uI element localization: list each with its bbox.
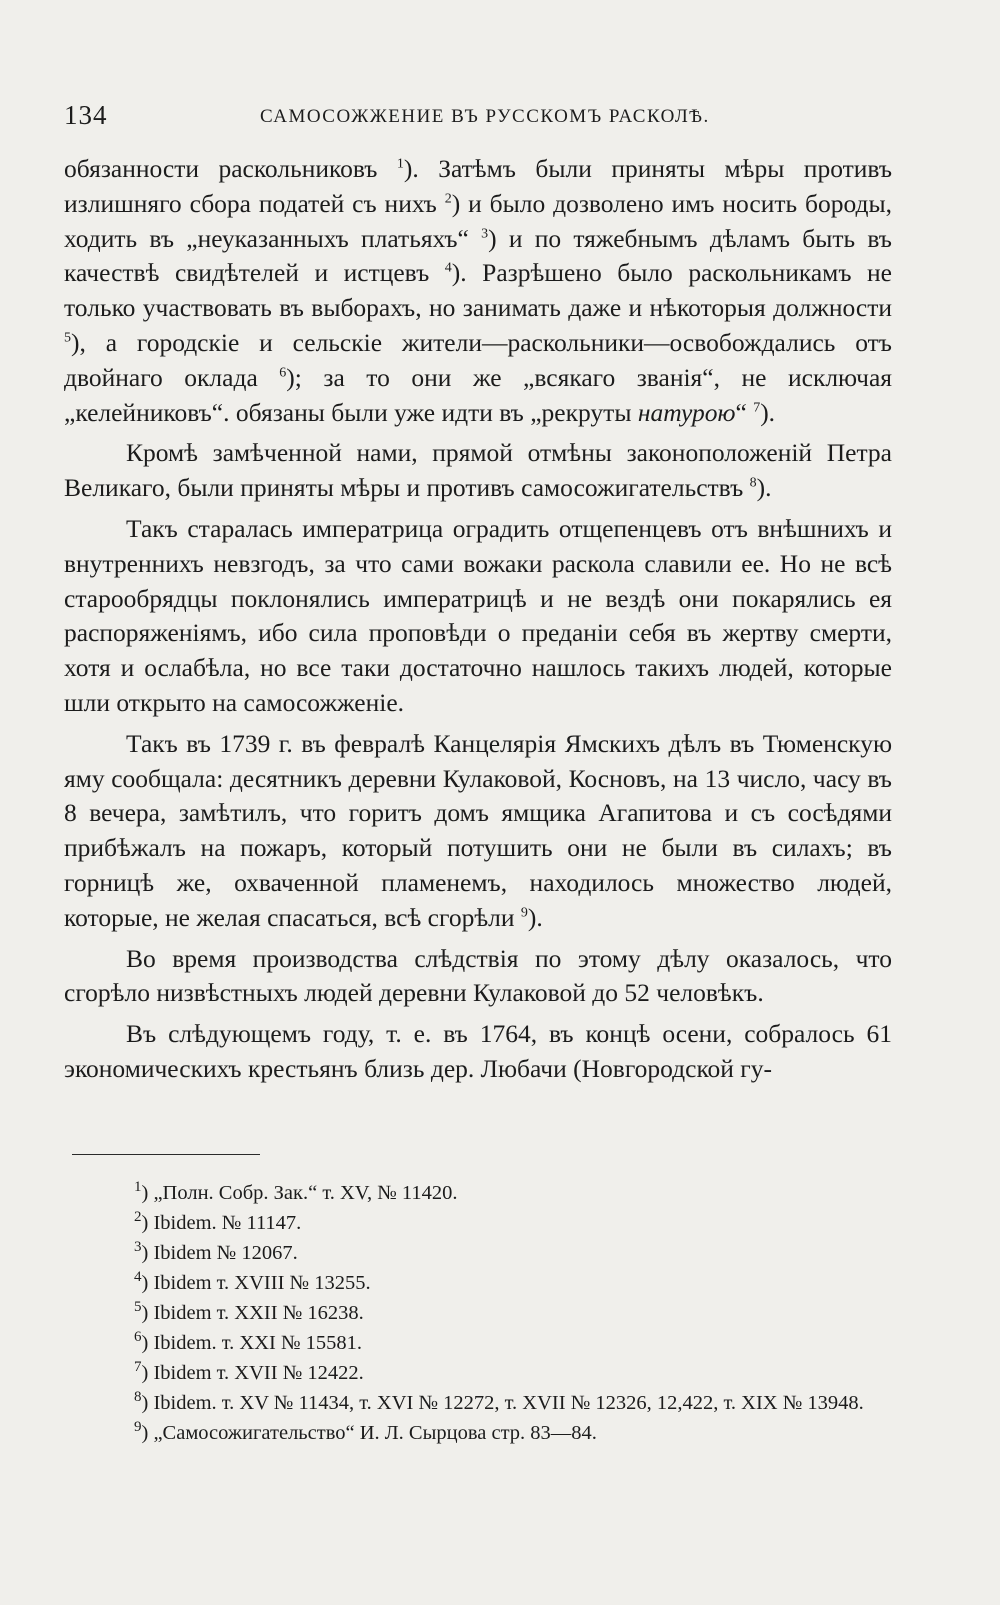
footnote-mark: 5 — [134, 1299, 142, 1316]
text-run: ). — [527, 902, 543, 932]
footnote-mark: 6 — [134, 1329, 142, 1346]
paragraph — [64, 152, 892, 430]
page-header — [64, 100, 892, 140]
footnote-mark: 7 — [134, 1359, 142, 1376]
body-text — [64, 152, 892, 1087]
footnote-ref: 5 — [64, 330, 71, 346]
footnote-ref: 2 — [444, 191, 452, 207]
footnote-ref: 3 — [481, 226, 489, 242]
text-run: “ — [735, 397, 754, 427]
text-run: ). — [756, 473, 772, 503]
text-run: ) и по тяжебнымъ дѣламъ быть въ качествѣ свидѣтелей и истцевъ — [64, 223, 892, 288]
footnote — [72, 1358, 908, 1388]
text-run: ). — [760, 397, 776, 427]
text-run: ), а городскіе и сельскіе жители—раскольники—освобождались отъ двойнаго оклада — [64, 327, 892, 392]
footnote-ref: 8 — [749, 475, 757, 491]
text-run: ); за то они же „всякаго званія“, не исключая „келейниковъ“. обязаны были уже идти въ „рекруты — [64, 362, 893, 427]
footnote-text: ) Ibidem т. XVIII № 13255. — [141, 1272, 371, 1294]
text-run: ). Разрѣшено было раскольникамъ не только участвовать въ выборахъ, но занимать даже и нѣкоторыя должности — [64, 258, 892, 323]
text-run: Въ слѣдующемъ году, т. е. въ 1764, въ концѣ осени, собралось 61 экономическихъ крестьянъ близь дер. Любачи (Новгородской гу- — [64, 1019, 892, 1083]
footnote-text: ) „Полн. Собр. Зак.“ т. XV, № 11420. — [141, 1182, 458, 1204]
footnotes — [72, 1178, 908, 1448]
text-run: Такъ въ 1739 г. въ февралѣ Канцелярія Ямскихъ дѣлъ въ Тюменскую яму сообщала: десятникъ деревни Кулаковой, Косновъ, на 13 число, часу въ 8 вечера, замѣтилъ, что горитъ домъ ямщика Агапитова и съ сосѣдями прибѣжалъ на пожаръ, который потушить они не были въ силахъ; въ горницѣ же, охваченной пламенемъ, находилось множество людей, которые, не желая спасаться, всѣ сгорѣли — [64, 728, 892, 932]
text-run: Такъ старалась императрица оградить отщепенцевъ отъ внѣшнихъ и внутреннихъ невзгодъ, за что сами вожаки раскола славили ее. Но не всѣ старообрядцы поклонялись императрицѣ и не вездѣ они покарялись ея распоряженіямъ, ибо сила проповѣди о преданіи себя въ жертву смерти, хотя и ослабѣла, но все таки достаточно нашлось такихъ людей, которые шли открыто на самосожженіе. — [64, 513, 892, 717]
footnote-text: ) Ibidem № 12067. — [141, 1242, 298, 1264]
text-run: ). Затѣмъ были приняты мѣры противъ излишняго сбора податей съ нихъ — [64, 154, 892, 218]
footnote — [72, 1238, 908, 1268]
footnote — [72, 1328, 908, 1358]
footnote — [72, 1388, 908, 1418]
italic-text: натурою — [637, 397, 736, 427]
footnote — [72, 1268, 908, 1298]
paragraph — [64, 1017, 892, 1087]
footnote-mark: 3 — [134, 1239, 142, 1256]
paragraph — [64, 942, 892, 1012]
footnote-ref: 6 — [279, 365, 287, 381]
text-run: Кромѣ замѣченной нами, прямой отмѣны законоположеній Петра Великаго, были приняты мѣры и противъ самосожигательствъ — [64, 438, 892, 503]
paragraph — [64, 512, 892, 721]
page-number: 134 — [64, 100, 108, 130]
footnote-text: ) Ibidem. т. XV № 11434, т. XVI № 12272, т. XVII № 12326, 12,422, т. XIX № 13948. — [141, 1392, 864, 1414]
text-run: обязанности раскольниковъ — [64, 154, 397, 183]
footnote — [72, 1208, 908, 1238]
footnote — [72, 1418, 908, 1448]
footnote-text: ) „Самосожигательство“ И. Л. Сырцова стр. 83—84. — [141, 1422, 597, 1444]
text-run: Во время производства слѣдствія по этому дѣлу оказалось, что сгорѣло низвѣстныхъ людей деревни Кулаковой до 52 человѣкъ. — [64, 943, 892, 1008]
footnote-text: ) Ibidem т. XXII № 16238. — [141, 1302, 364, 1324]
footnote-ref: 7 — [753, 400, 761, 416]
footnote — [72, 1178, 908, 1208]
text-run: ) и было дозволено имъ носить бороды, ходить въ „неуказанныхъ платьяхъ“ — [64, 188, 893, 253]
footnote-text: ) Ibidem. № 11147. — [141, 1212, 302, 1234]
footnote-mark: 4 — [134, 1269, 142, 1286]
paragraph — [64, 727, 892, 936]
footnote-ref: 4 — [444, 260, 452, 276]
footnote-mark: 9 — [134, 1419, 142, 1436]
footnote — [72, 1298, 908, 1328]
running-title: САМОСОЖЖЕНИЕ ВЪ РУССКОМЪ РАСКОЛѢ. — [260, 106, 710, 127]
paragraph — [64, 436, 892, 506]
footnote-mark: 1 — [134, 1179, 142, 1196]
footnote-rule — [72, 1154, 260, 1155]
footnote-ref: 9 — [520, 905, 528, 921]
footnote-mark: 8 — [134, 1389, 142, 1406]
footnote-text: ) Ibidem т. XVII № 12422. — [141, 1362, 364, 1384]
footnote-text: ) Ibidem. т. XXI № 15581. — [141, 1332, 363, 1354]
footnote-ref: 1 — [396, 156, 404, 172]
footnote-mark: 2 — [134, 1209, 142, 1226]
